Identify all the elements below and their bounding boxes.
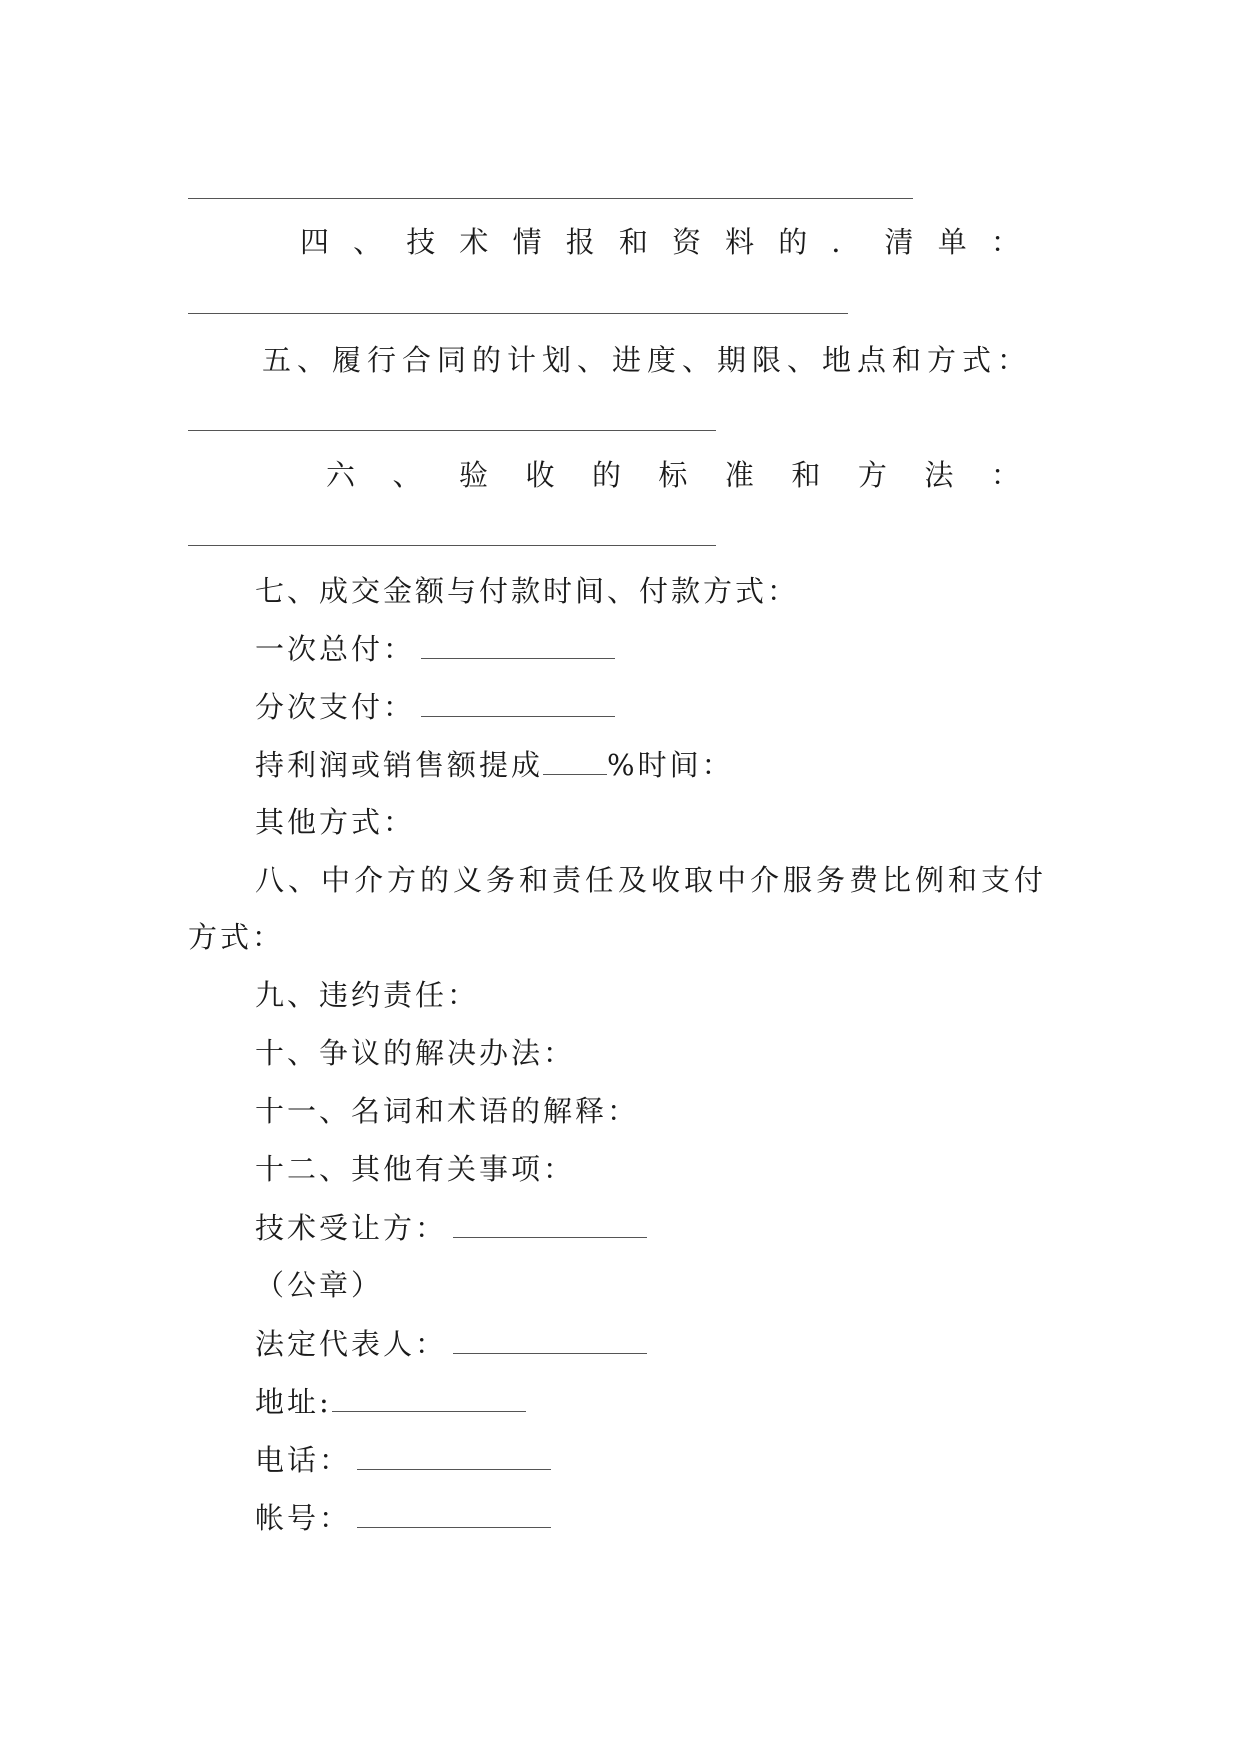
section-8-heading-line1: 八、中介方的义务和责任及收取中介服务费比例和支付 (255, 863, 1048, 897)
account-blank[interactable] (357, 1497, 551, 1528)
char: 收 (525, 458, 555, 492)
char: 标 (658, 458, 688, 492)
address-label: 地址: (255, 1385, 332, 1419)
char: 、 (392, 458, 422, 492)
fill-rule (188, 198, 913, 199)
char: 术 (459, 225, 489, 259)
seal-label: （公章） (255, 1268, 384, 1302)
char: 四 (300, 225, 330, 259)
section-7-heading: 七、成交金额与付款时间、付款方式： (255, 574, 800, 608)
legal-rep-label: 法定代表人： (255, 1327, 448, 1361)
char: 、 (353, 225, 383, 259)
char: 资 (671, 225, 701, 259)
pay-profit-suffix: %时间： (607, 748, 734, 782)
char: 的 (591, 458, 621, 492)
address-row (255, 1381, 526, 1422)
char: ： (990, 458, 1020, 492)
pay-installment-label: 分次支付： (255, 690, 416, 724)
char: 和 (791, 458, 821, 492)
legal-rep-blank[interactable] (453, 1323, 647, 1354)
section-12-heading: 十二、其他有关事项： (255, 1152, 576, 1186)
pay-once-label: 一次总付： (255, 632, 416, 666)
pay-once-blank[interactable] (421, 628, 615, 659)
transferee-blank[interactable] (453, 1207, 647, 1238)
char: 报 (565, 225, 595, 259)
section-6-heading (326, 455, 1020, 495)
fill-rule (188, 313, 848, 314)
pay-profit-row (255, 744, 734, 785)
char: 清 (884, 225, 914, 259)
account-label: 帐号： (255, 1501, 352, 1535)
section-11-heading: 十一、名词和术语的解释： (255, 1094, 640, 1128)
section-9-heading: 九、违约责任： (255, 978, 480, 1012)
legal-rep-row (255, 1323, 647, 1364)
char: 和 (618, 225, 648, 259)
char: 单 (937, 225, 967, 259)
char: ． (831, 225, 861, 259)
phone-label: 电话： (255, 1443, 352, 1477)
char: 准 (724, 458, 754, 492)
char: 料 (725, 225, 755, 259)
phone-row (255, 1439, 551, 1480)
pay-installment-blank[interactable] (421, 686, 615, 717)
transferee-label: 技术受让方： (255, 1211, 448, 1245)
section-10-heading: 十、争议的解决办法： (255, 1036, 576, 1070)
pay-installment-row (255, 686, 615, 727)
pay-profit-label: 持利润或销售额提成 (255, 748, 544, 782)
char: 方 (857, 458, 887, 492)
char: ： (990, 225, 1020, 259)
section-8-heading-line2: 方式： (188, 920, 285, 954)
section-5-heading: 五、履行合同的计划、进度、期限、地点和方式： (262, 343, 1033, 377)
fill-rule (188, 545, 716, 546)
char: 验 (458, 458, 488, 492)
char: 的 (778, 225, 808, 259)
address-blank[interactable] (332, 1381, 526, 1412)
transferee-row (255, 1207, 647, 1248)
char: 法 (924, 458, 954, 492)
pay-profit-percent-blank[interactable] (543, 744, 607, 775)
section-4-heading (300, 222, 1020, 262)
pay-other-row: 其他方式： (255, 805, 416, 839)
phone-blank[interactable] (357, 1439, 551, 1470)
char: 六 (326, 458, 356, 492)
char: 技 (406, 225, 436, 259)
account-row (255, 1497, 551, 1538)
fill-rule (188, 430, 716, 431)
char: 情 (512, 225, 542, 259)
pay-once-row (255, 628, 615, 669)
